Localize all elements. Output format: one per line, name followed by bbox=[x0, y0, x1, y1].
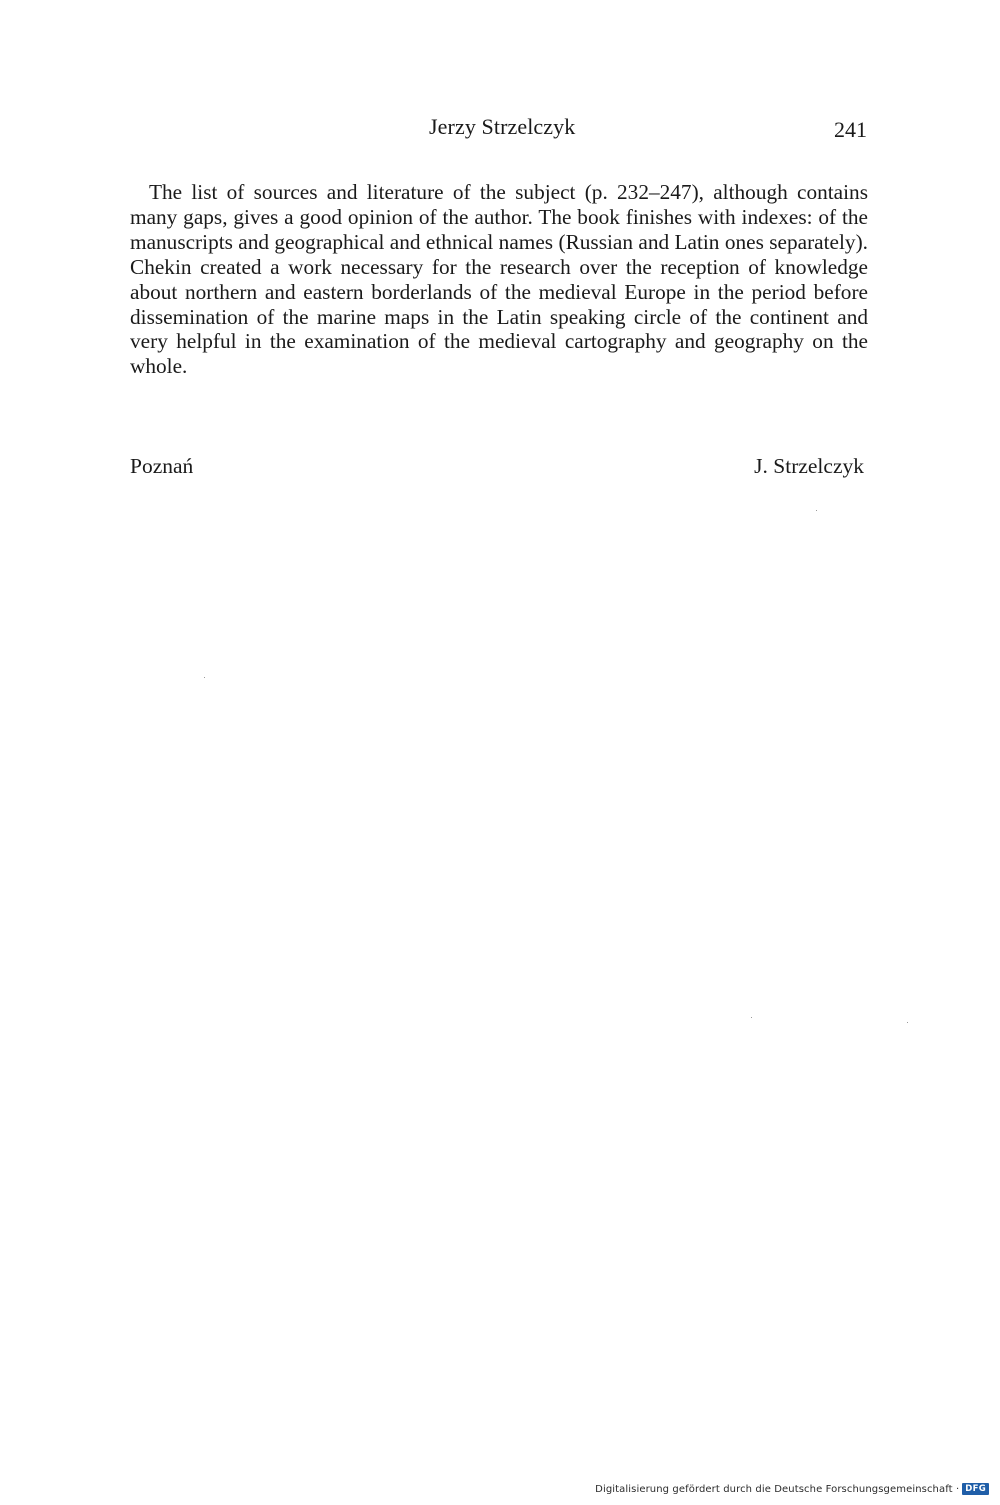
author-signature: J. Strzelczyk bbox=[754, 454, 864, 478]
signoff bbox=[130, 452, 868, 482]
body-text bbox=[130, 180, 868, 379]
scan-speck bbox=[751, 1017, 752, 1018]
dfg-logo: DFG bbox=[962, 1483, 989, 1495]
page-number: 241 bbox=[834, 117, 867, 142]
scan-speck bbox=[816, 510, 817, 511]
running-title: Jerzy Strzelczyk bbox=[429, 114, 576, 139]
running-head bbox=[0, 112, 1000, 146]
footer-text: Digitalisierung gefördert durch die Deutsche Forschungsgemeinschaft · bbox=[595, 1483, 960, 1495]
scan-speck bbox=[907, 1022, 908, 1023]
place-name: Poznań bbox=[130, 454, 194, 478]
digitization-footer bbox=[595, 1482, 989, 1496]
scan-speck bbox=[204, 677, 205, 678]
paragraph: The list of sources and literature of the subject (p. 232–247), although contains many gaps, gives a good opinion of the author. The book finishes with indexes: of the manuscripts and geographical and ethnical names (Russian and Latin ones separately). Chekin created a work necessary for the research over the reception of knowledge about northern and eastern borderlands of the medieval Europe in the period before dissemination of the marine maps in the Latin speaking circle of the continent and very helpful in the examination of the medieval cartography and geography on the whole. bbox=[130, 180, 868, 379]
